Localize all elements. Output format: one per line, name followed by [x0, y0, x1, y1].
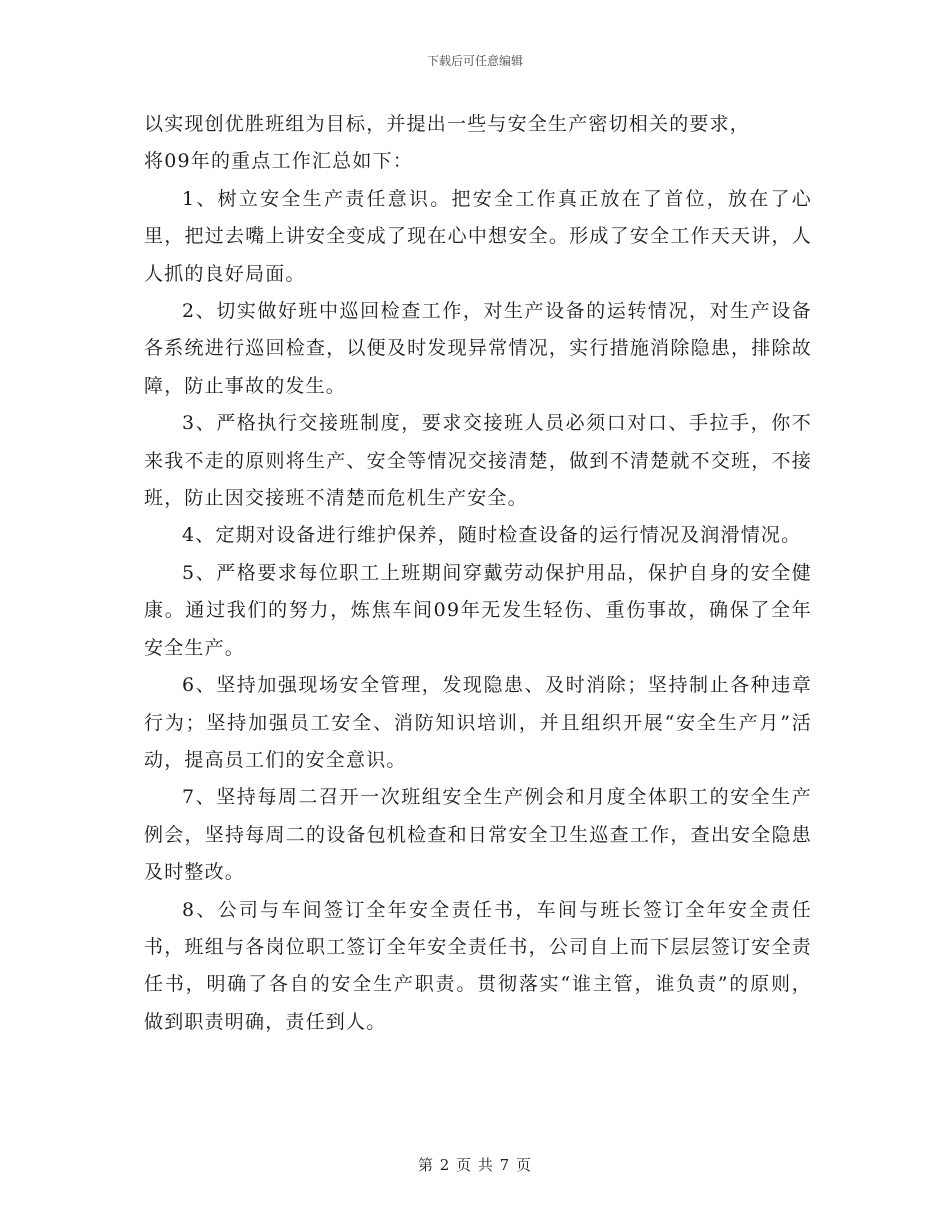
paragraph-item-2: 2、切实做好班中巡回检查工作，对生产设备的运转情况，对生产设备各系统进行巡回检查，以便及时发现异常情况，实行措施消除隐患，排除故障，防止事故的发生。: [144, 300, 812, 397]
paragraph-item-5: 5、严格要求每位职工上班期间穿戴劳动保护用品，保护自身的安全健康。通过我们的努力，炼焦车间09年无发生轻伤、重伤事故，确保了全年安全生产。: [144, 561, 812, 659]
document-body: [144, 106, 812, 1041]
intro-line-1: 以实现创优胜班组为目标，并提出一些与安全生产密切相关的要求，: [144, 113, 751, 135]
intro-line-2: 将09年的重点工作汇总如下：: [144, 150, 413, 173]
paragraph-item-7: 7、坚持每周二召开一次班组安全生产例会和月度全体职工的安全生产例会，坚持每周二的设备包机检查和日常安全卫生巡查工作，查出安全隐患及时整改。: [144, 786, 812, 884]
header-note: 下载后可任意编辑: [426, 54, 523, 68]
paragraph-item-4: 4、定期对设备进行维护保养，随时检查设备的运行情况及润滑情况。: [182, 524, 802, 547]
paragraph-item-1: 1、树立安全生产责任意识。把安全工作真正放在了首位，放在了心里，把过去嘴上讲安全变成了现在心中想安全。形成了安全工作天天讲，人人抓的良好局面。: [144, 187, 812, 285]
page-number-footer: 第 2 页 共 7 页: [418, 1156, 532, 1174]
paragraph-item-6: 6、坚持加强现场安全管理，发现隐患、及时消除；坚持制止各种违章行为；坚持加强员工安全、消防知识培训，并且组织开展“安全生产月”活动，提高员工们的安全意识。: [144, 674, 812, 771]
paragraph-item-3: 3、严格执行交接班制度，要求交接班人员必须口对口、手拉手，你不来我不走的原则将生产、安全等情况交接清楚，做到不清楚就不交班，不接班，防止因交接班不清楚而危机生产安全。: [144, 412, 812, 510]
paragraph-item-8: 8、公司与车间签订全年安全责任书，车间与班长签订全年安全责任书，班组与各岗位职工签订全年安全责任书，公司自上而下层层签订安全责任书，明确了各自的安全生产职责。贯彻落实“谁主管，谁负责”的原则，做到职责明确，责任到人。: [144, 898, 812, 1033]
